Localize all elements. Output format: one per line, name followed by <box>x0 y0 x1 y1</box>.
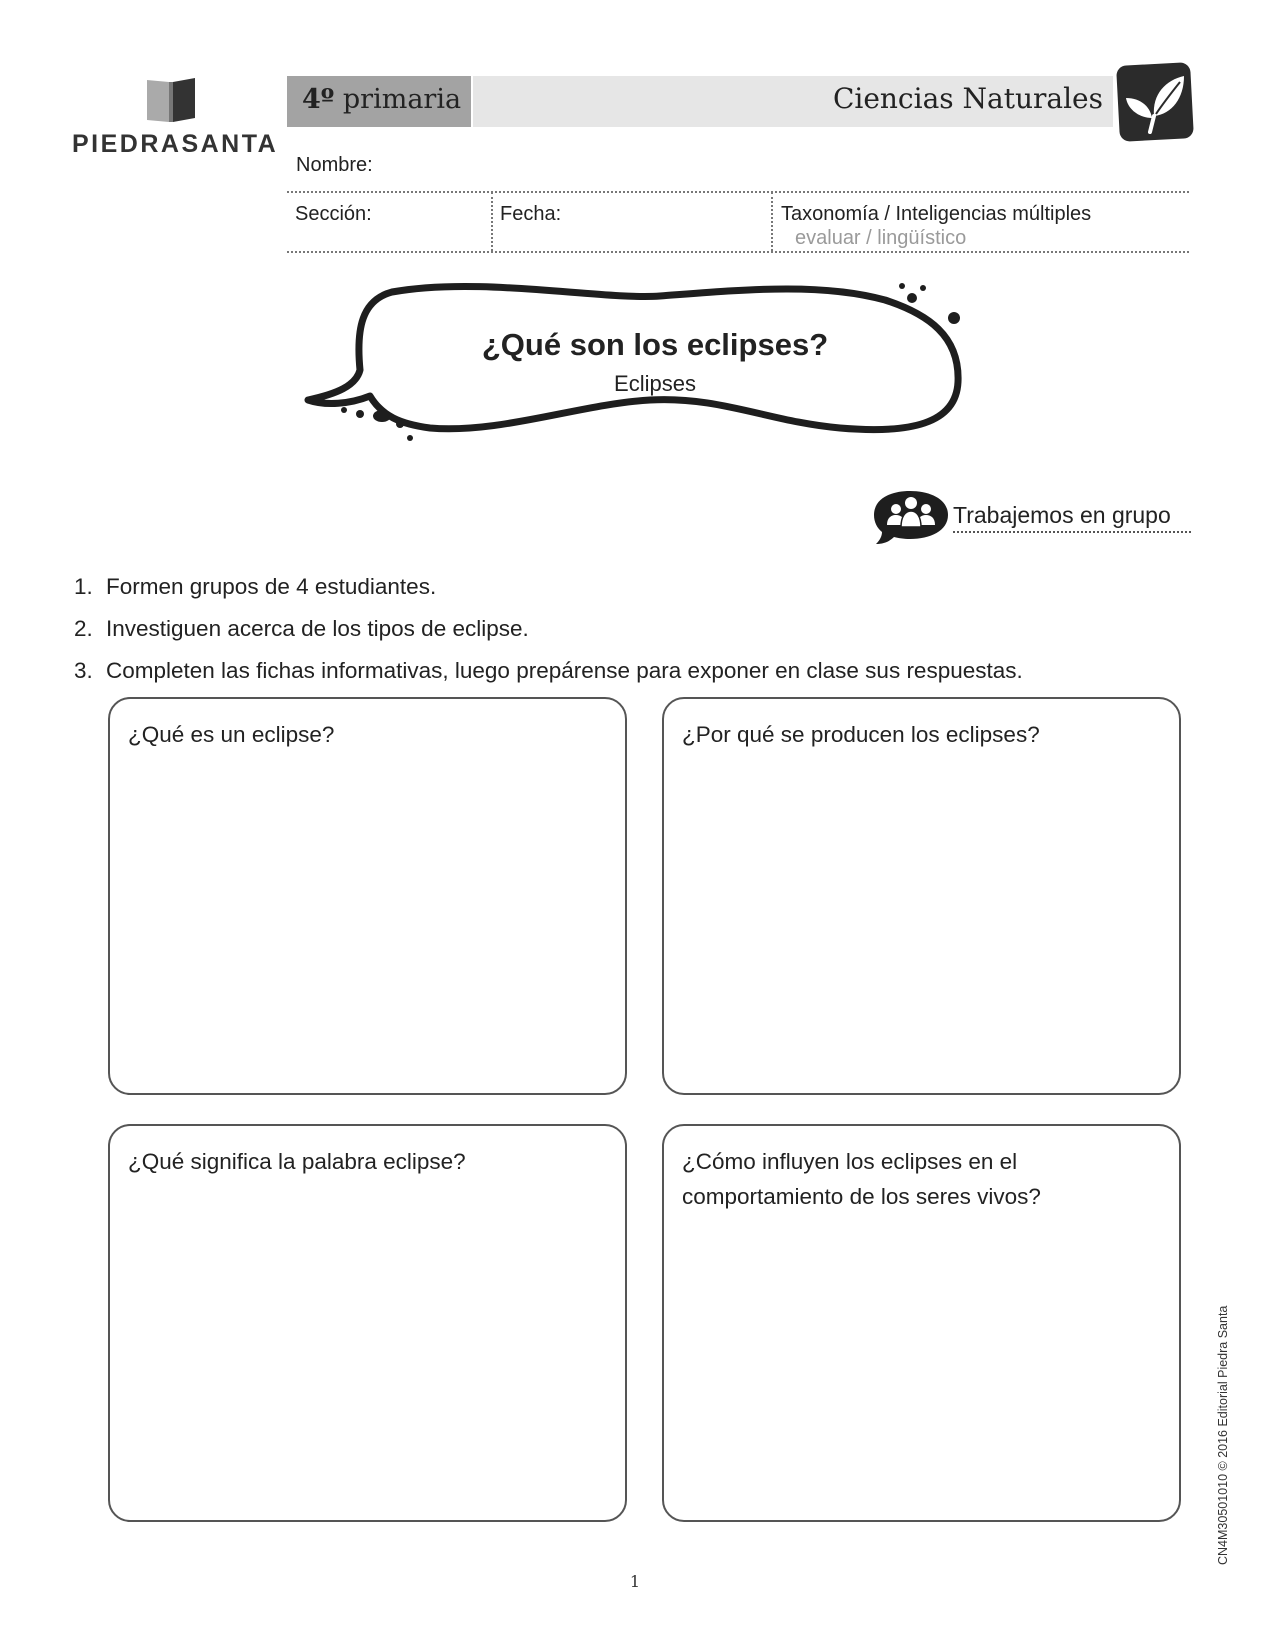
card-question: ¿Por qué se producen los eclipses? <box>682 722 1040 747</box>
info-card-1[interactable] <box>108 697 627 1095</box>
taxonomy-label: Taxonomía / Inteligencias múltiples <box>781 203 1092 225</box>
info-card-4[interactable] <box>662 1124 1181 1522</box>
group-work-label: Trabajemos en grupo <box>953 502 1191 533</box>
subject-title: Ciencias Naturales <box>473 76 1113 127</box>
taxonomy-value: evaluar / lingüístico <box>795 227 967 249</box>
instruction-item <box>74 650 1194 692</box>
grade-number: 4º <box>302 84 335 115</box>
worksheet-title: ¿Qué son los eclipses? <box>481 327 829 362</box>
instructions-list <box>74 566 1194 692</box>
card-question: ¿Qué significa la palabra eclipse? <box>128 1149 466 1174</box>
instruction-item <box>74 608 1194 650</box>
grade-label: primaria <box>342 84 462 115</box>
name-label: Nombre: <box>296 154 373 176</box>
speech-bubble-frame <box>300 278 965 458</box>
form-divider-top <box>287 191 1189 193</box>
instruction-item <box>74 566 1194 608</box>
worksheet-subtitle: Eclipses <box>614 371 696 396</box>
section-label: Sección: <box>295 203 372 225</box>
card-question: ¿Cómo influyen los eclipses en el comportamiento de los seres vivos? <box>682 1149 1041 1209</box>
page-number: 1 <box>629 1572 641 1591</box>
date-label: Fecha: <box>500 203 562 225</box>
form-divider-bottom <box>287 251 1189 253</box>
brand-logo-text: PIEDRASANTA <box>72 130 279 158</box>
info-card-3[interactable] <box>108 1124 627 1522</box>
instruction-number: 1. <box>74 574 93 599</box>
card-question: ¿Qué es un eclipse? <box>128 722 335 747</box>
instruction-text: Completen las fichas informativas, luego prepárense para exponer en clase sus respuestas. <box>106 658 1023 683</box>
info-card-2[interactable] <box>662 697 1181 1095</box>
group-icon <box>868 489 954 545</box>
instruction-text: Investiguen acerca de los tipos de eclipse. <box>106 616 529 641</box>
book-icon <box>145 76 197 124</box>
instruction-number: 3. <box>74 658 93 683</box>
leaf-icon <box>1114 58 1196 144</box>
instruction-text: Formen grupos de 4 estudiantes. <box>106 574 437 599</box>
instruction-number: 2. <box>74 616 93 641</box>
form-divider-2 <box>771 192 773 251</box>
form-divider-1 <box>491 192 493 251</box>
publisher-code: CN4M30501010 © 2016 Editorial Piedra Santa <box>1216 1305 1230 1565</box>
grade-badge <box>287 76 471 127</box>
